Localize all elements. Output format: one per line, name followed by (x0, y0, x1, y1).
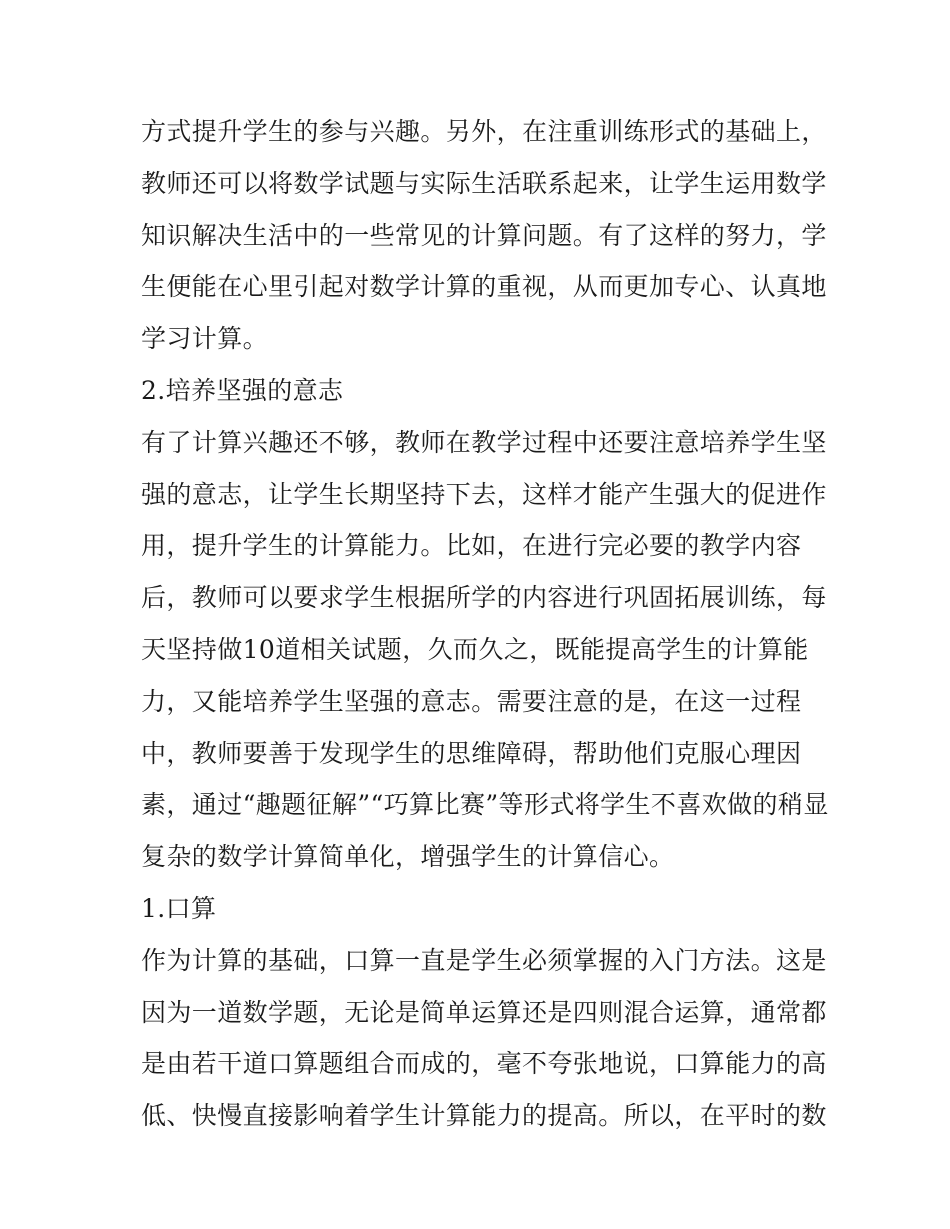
paragraph-line: 用，提升学生的计算能力。比如，在进行完必要的教学内容 (141, 531, 802, 561)
paragraph-line: 中，教师要善于发现学生的思维障碍，帮助他们克服心理因 (141, 738, 802, 768)
paragraph-line: 知识解决生活中的一些常见的计算问题。有了这样的努力，学 (141, 220, 827, 250)
section-heading: 1.口算 (141, 893, 217, 923)
paragraph-line: 低、快慢直接影响着学生计算能力的提高。所以，在平时的数 (141, 1101, 827, 1131)
paragraph-line: 后，教师可以要求学生根据所学的内容进行巩固拓展训练，每 (141, 583, 827, 613)
section-heading: 2.培养坚强的意志 (141, 375, 344, 405)
paragraph-line: 生便能在心里引起对数学计算的重视，从而更加专心、认真地 (141, 272, 827, 302)
paragraph-line: 强的意志，让学生长期坚持下去，这样才能产生强大的促进作 (141, 479, 827, 509)
paragraph-line: 天坚持做10道相关试题，久而久之，既能提高学生的计算能 (141, 634, 809, 664)
paragraph-line: 有了计算兴趣还不够，教师在教学过程中还要注意培养学生坚 (141, 427, 827, 457)
paragraph-line: 教师还可以将数学试题与实际生活联系起来，让学生运用数学 (141, 168, 827, 198)
paragraph-line: 学习计算。 (141, 324, 269, 354)
paragraph-line: 方式提升学生的参与兴趣。另外，在注重训练形式的基础上， (141, 117, 827, 146)
paragraph-line: 复杂的数学计算简单化，增强学生的计算信心。 (141, 842, 675, 872)
paragraph-line: 是由若干道口算题组合而成的，毫不夸张地说，口算能力的高 (141, 1049, 827, 1079)
paragraph-line: 素，通过“趣题征解”“巧算比赛”等形式将学生不喜欢做的稍显 (141, 790, 829, 820)
paragraph-line: 因为一道数学题，无论是简单运算还是四则混合运算，通常都 (141, 997, 827, 1027)
paragraph-line: 力，又能培养学生坚强的意志。需要注意的是，在这一过程 (141, 686, 802, 716)
paragraph-line: 作为计算的基础，口算一直是学生必须掌握的入门方法。这是 (141, 945, 827, 975)
body-text (141, 106, 829, 1142)
